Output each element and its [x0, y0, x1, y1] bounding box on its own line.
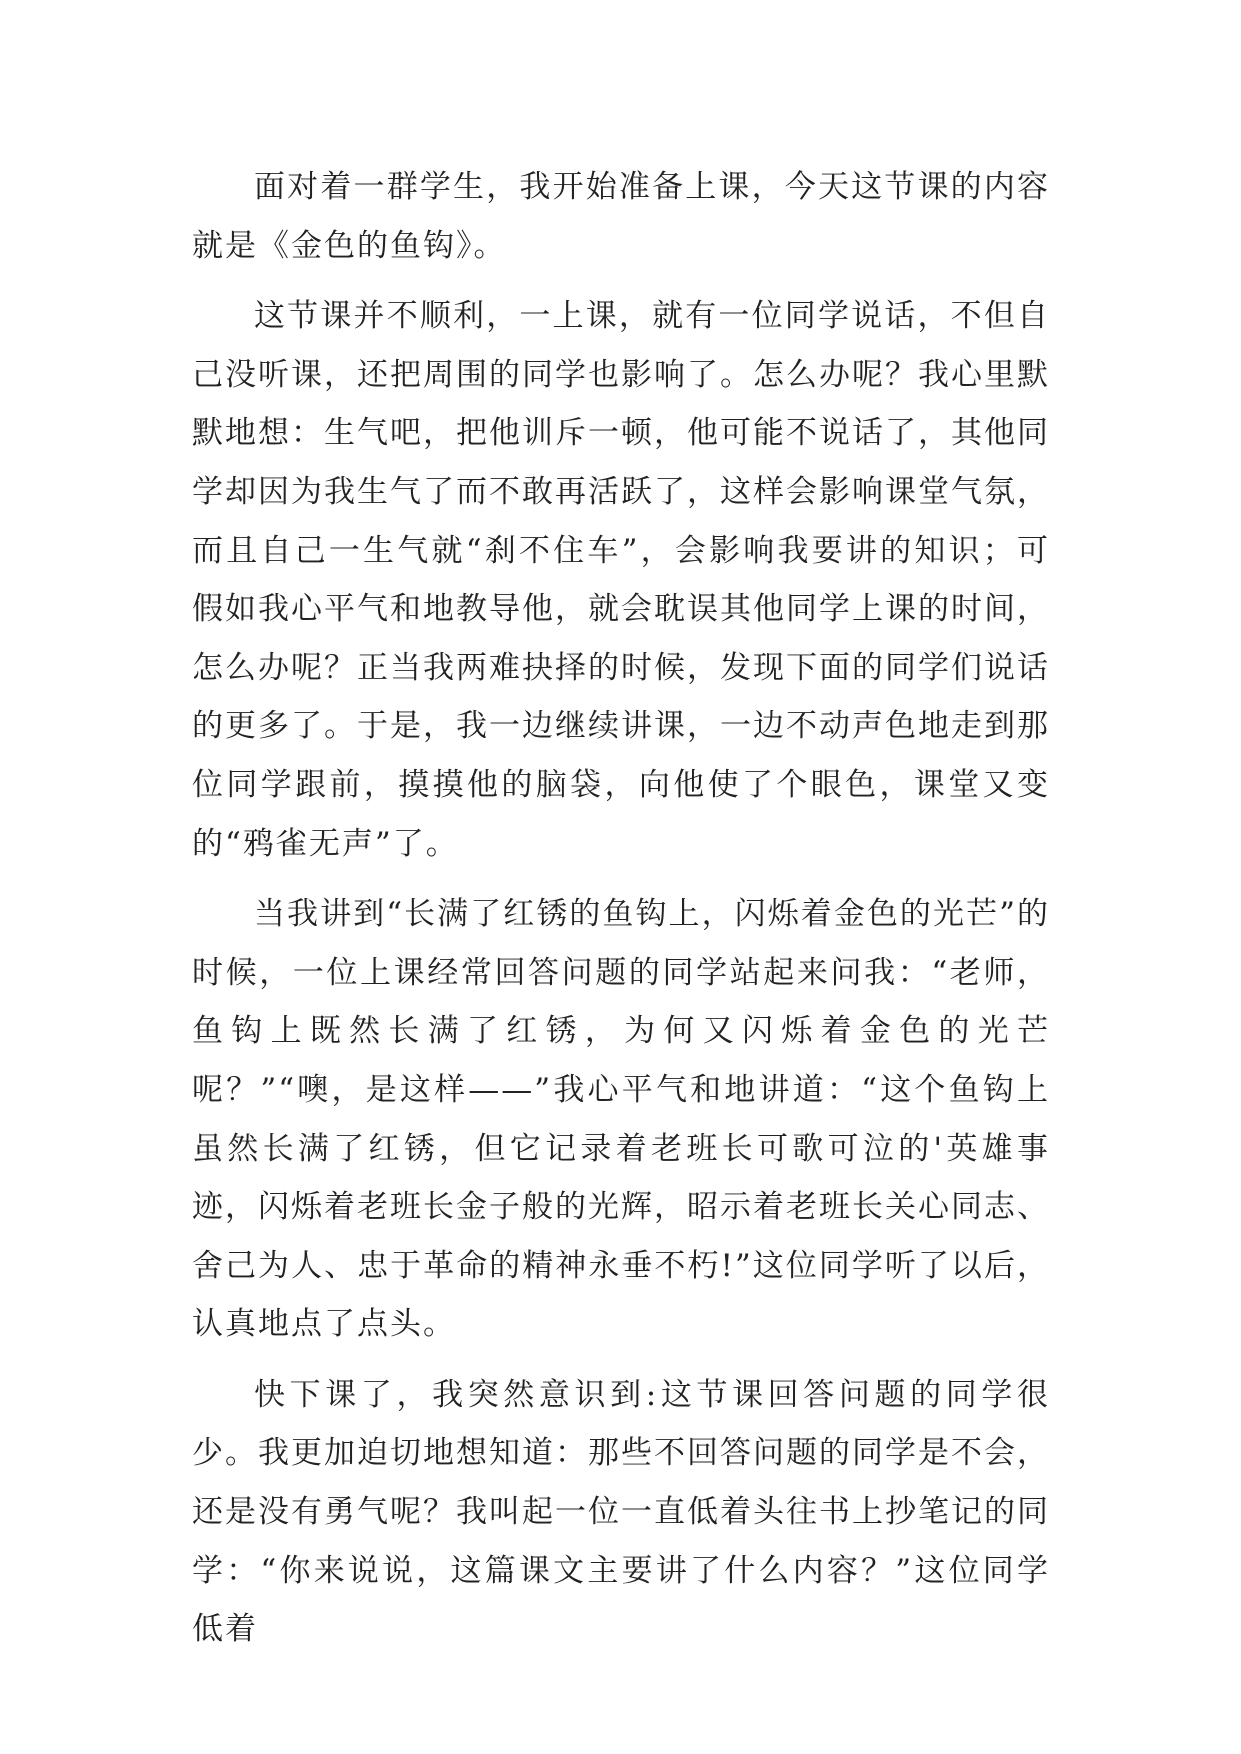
document-body: [192, 158, 1050, 1671]
paragraph-4: 快下课了，我突然意识到:这节课回答问题的同学很少。我更加迫切地想知道：那些不回答问题的同学是不会，还是没有勇气呢？我叫起一位一直低着头往书上抄笔记的同学：“你来说说，这篇课文主要讲了什么内容？”这位同学低着: [192, 1376, 1050, 1648]
paragraph-1: 面对着一群学生，我开始准备上课，今天这节课的内容就是《金色的鱼钩》。: [192, 169, 1050, 264]
paragraph-2: 这节课并不顺利，一上课，就有一位同学说话，不但自己没听课，还把周围的同学也影响了。怎么办呢？我心里默默地想：生气吧，把他训斥一顿，他可能不说话了，其他同学却因为我生气了而不敢再活跃了，这样会影响课堂气氛，而且自己一生气就“刹不住车”，会影响我要讲的知识；可假如我心平气和地教导他，就会耽误其他同学上课的时间，怎么办呢？正当我两难抉择的时候，发现下面的同学们说话的更多了。于是，我一边继续讲课，一边不动声色地走到那位同学跟前，摸摸他的脑袋，向他使了个眼色，课堂又变的“鸦雀无声”了。: [192, 298, 1050, 862]
paragraph-3: 当我讲到“长满了红锈的鱼钩上，闪烁着金色的光芒”的时候，一位上课经常回答问题的同学站起来问我：“老师，鱼钩上既然长满了红锈，为何又闪烁着金色的光芒呢？”“噢，是这样——”我心平气和地讲道：“这个鱼钩上虽然长满了红锈，但它记录着老班长可歌可泣的'英雄事迹，闪烁着老班长金子般的光辉，昭示着老班长关心同志、舍己为人、忠于革命的精神永垂不朽!”这位同学听了以后，认真地点了点头。: [192, 896, 1050, 1343]
